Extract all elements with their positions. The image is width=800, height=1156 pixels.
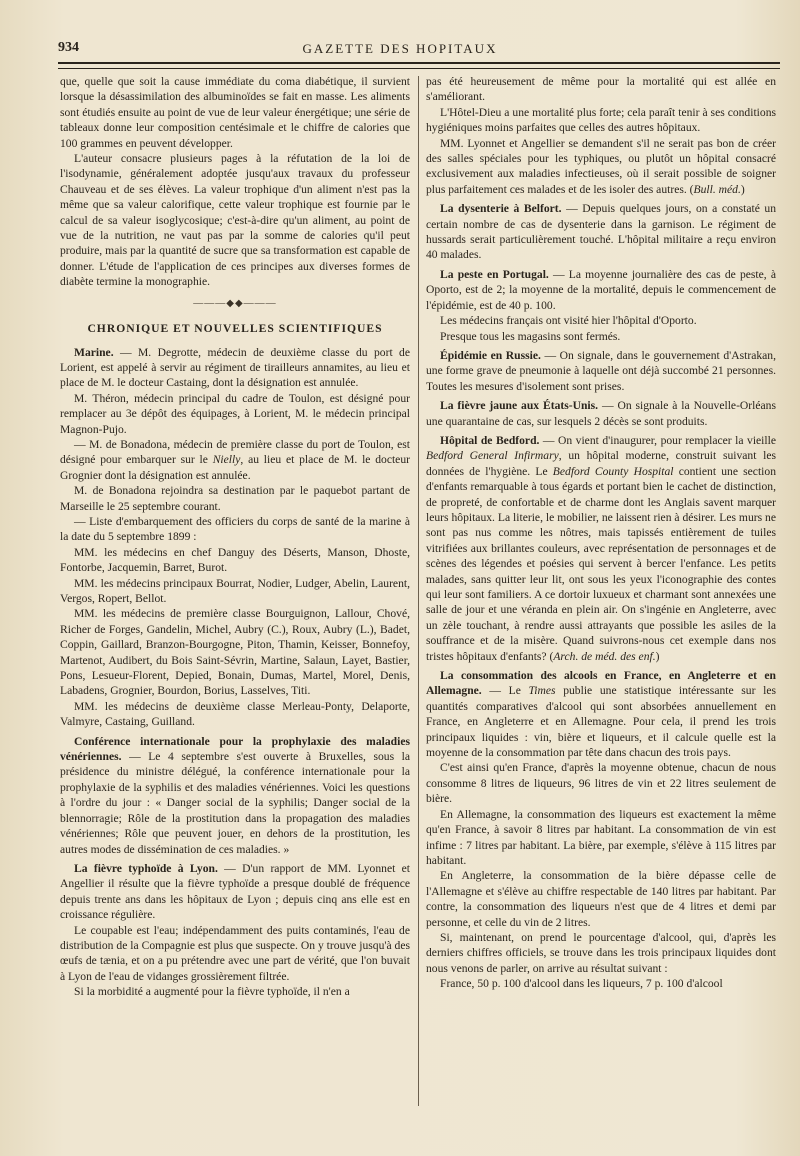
item-heading: Conférence internationale pour la prophylaxie des maladies vénériennes. [60,734,410,764]
news-item-conference [60,734,410,857]
news-item-typhoid [60,861,410,923]
paragraph: Si la morbidité a augmenté pour la fièvre typhoïde, il n'en a [74,985,350,999]
paragraph: MM. les médecins principaux Bourrat, Nodier, Ludger, Abelin, Laurent, Vergos, Ropert, Bellot. [60,576,410,605]
text: ) [655,649,660,663]
text: — Le [481,684,529,698]
item-text: — Depuis quelques jours, on a constaté un certain nombre de cas de dysenterie dans la garnison. Le régiment de hussards serait particulièrement touché. L'hôpital militaire a reçu environ 40 malades. [426,202,776,262]
news-item-bedford [426,433,776,664]
item-heading: La peste en Portugal. [440,267,549,281]
institution-name: Bedford County Hospital [552,464,674,478]
item-heading: La dysenterie à Belfort. [440,202,562,216]
item-text: — Le 4 septembre s'est ouverte à Bruxelles, sous la présidence du ministre délégué, la conférence internationale pour la prophylaxie de la syphilis et des maladies vénériennes. Voici les questions à l'ordre du jour : « Danger social de la syphilis; Danger social de la blennorragie; Rôle de la prostitution dans la propagation des maladies vénériennes; Rôle que peuvent jouer, en dehors de la prostitution, les autres modes de dissémination de ces maladies. » [60,750,410,856]
item-text: — D'un rapport de MM. Lyonnet et Angellier il résulte que la fièvre typhoïde a presque doublé de fréquence depuis trente ans dans les hôpitaux de Lyon ; depuis cinq ans elle est en croissance régulière. [60,861,410,922]
paragraph: France, 50 p. 100 d'alcool dans les liqueurs, 7 p. 100 d'alcool [440,977,723,991]
news-item-marine [60,345,410,391]
running-head: GAZETTE DES HOPITAUX [302,41,498,56]
paragraph: que, quelle que soit la cause immédiate du coma diabétique, il survient lorsque la désassimilation des albuminoïdes se fait en masse. Les aliments sont étudiés ensuite au point de vue de leur valeur énergétique; une série de tableaux donne leur composition centésimale et le chiffre de calories que 100 grammes en peuvent développer. [60,75,410,150]
ship-name: Nielly [212,453,241,467]
left-column [60,74,410,1114]
item-heading: La consommation des alcools en France, en Angleterre et en Allemagne. [426,669,776,698]
item-heading: Marine. [74,345,114,359]
paragraph: Le coupable est l'eau; indépendamment des puits contaminés, l'eau de distribution de la Compagnie est plus que suspecte. On y trouve jusqu'à des œufs de tænia, et on a pu prétendre avec une part de vérité, que l'on buvait à Lyon de l'eau de vidanges grossièrement filtrée. [60,923,410,983]
paragraph: C'est ainsi qu'en France, d'après la moyenne obtenue, chacun de nous consomme 8 litres de liqueurs, 96 litres de vin et 22 litres seulement de bière. [426,761,776,806]
item-text: — M. Degrotte, médecin de deuxième classe du port de Lorient, est appelé à servir au régiment de tirailleurs annamites, au lieu et place de M. le docteur Castaing, dont la désignation est annulée. [60,345,410,390]
paragraph: MM. les médecins de deuxième classe Merleau-Ponty, Delaporte, Valmyre, Castaing, Guilland. [60,699,410,729]
institution-name: Bedford General Infirmary [426,449,559,463]
newspaper-name: Times [528,684,556,698]
item-text: — On signale, dans le gouvernement d'Astrakan, une forme grave de pneumonie à laquelle ont déjà succombé 21 personnes. Toutes les mesures d'isolement sont prises. [426,348,776,393]
paragraph: En Allemagne, la consommation des liqueurs est exactement la même qu'en France, à savoir 8 litres par habitant. La consommation de vin est infime : 7 litres par habitant. La bière, par exemple, s'élève à 115 litres par habitant. [426,807,776,867]
paragraph: L'Hôtel-Dieu a une mortalité plus forte; cela paraît tenir à ses conditions hygiéniques moins parfaites que celles des autres hôpitaux. [426,105,776,135]
news-item-yellow-fever [426,398,776,429]
paragraph: En Angleterre, la consommation de la bière dépasse celle de l'Allemagne et s'élève au chiffre respectable de 140 litres par habitant. Par contre, la consommation des liqueurs n'est que de 4 litres et demi par personne, et celle du vin de 2 litres. [426,869,776,929]
paragraph: — Liste d'embarquement des officiers du corps de santé de la marine à la date du 5 septembre 1899 : [60,514,410,544]
paragraph [60,437,410,483]
item-heading: La fièvre typhoïde à Lyon. [74,861,218,875]
paragraph: Les médecins français ont visité hier l'hôpital d'Oporto. [440,314,697,328]
citation: Bull. méd. [693,182,741,196]
text: publie une statistique intéressante sur les quantités comparatives d'alcool qui sont absorbées annuellement en France, en Angleterre et en Allemagne. Pour cela, il prend les trois principaux liquides : vin, bière et liqueurs, et il calcule quelle est la moyenne de la consommation par tête dans chacun des trois pays. [426,684,776,760]
ornament-divider: ———◆◆——— [193,297,277,309]
text: ) [740,182,745,196]
news-item-plague [426,267,776,313]
section-title: CHRONIQUE ET NOUVELLES SCIENTIFIQUES [87,322,383,336]
header-rule-thick [58,62,780,64]
item-heading: Hôpital de Bedford. [440,433,540,447]
text: MM. Lyonnet et Angellier se demandent s'il ne serait pas bon de créer des salles spéciales pour les typhiques, ou plutôt un hôpital consacré exclusivement aux maladies infectieuses, où il serait possible de soigner plus parfaitement ces malades et de les isoler des autres. ( [426,136,776,196]
paragraph: MM. les médecins de première classe Bourguignon, Lallour, Chové, Richer de Forges, Gandelin, Michel, Aubry (C.), Roux, Aubry (L.), Badet, Coppin, Gaillard, Branzon-Bourgogne, Piton, Thamin, Keisser, Bonnefoy, Martenot, Audibert, du Bois Saint-Sévrin, Martine, Salaun, Layet, Bastier, Pons, Lesueur-Florent, Depied, Bonain, Dumas, Martel, Morel, Denis, Labadens, Grognier, Bourdon, Borius, Lasselves, Titi. [60,607,410,698]
paragraph [426,136,776,198]
column-divider [418,76,419,1106]
item-heading: La fièvre jaune aux États-Unis. [440,399,599,413]
text: — M. de Bonadona, médecin de première classe du port de Toulon, est désigné pour embarquer sur le [60,437,410,467]
header-rule-thin [58,68,780,69]
paragraph: M. de Bonadona rejoindra sa destination par le paquebot partant de Marseille le 25 septembre courant. [60,484,410,513]
paragraph: L'auteur consacre plusieurs pages à la réfutation de la loi de l'isodynamie, généralement adoptée jusqu'aux travaux du professeur Chauveau et de ses élèves. La valeur trophique d'un aliment n'est pas la même que sa valeur calorifique, cette valeur trophique est fournie par le calcul de sa valeur isoglycosique; c'est-à-dire qu'un aliment, au point de vue de la nutrition, ne vaut pas par la somme de calories qu'il peut produire, mais par la quantité de sucre que sa transformation est capable de donner. L'étude de l'application de ces principes aux diverses formes de diabète termine la monographie. [60,152,410,289]
text: , un hôpital moderne, construit suivant les données de l'hygiène. Le [426,449,776,478]
right-column [426,74,776,1114]
item-heading: Épidémie en Russie. [440,348,541,362]
news-item-dysentery [426,201,776,263]
paragraph: pas été heureusement de même pour la mortalité qui est allée en s'améliorant. [426,75,776,104]
news-item-epidemic [426,348,776,394]
paragraph: Presque tous les magasins sont fermés. [440,329,621,343]
text: , au lieu et place de M. le docteur Grognier dont la désignation est annulée. [60,453,410,482]
paragraph: MM. les médecins en chef Danguy des Déserts, Manson, Dhoste, Fontorbe, Jacquemin, Barret, Burot. [60,545,410,575]
item-text: — On signale à la Nouvelle-Orléans une quarantaine de cas, sur lesquels 2 décès se sont produits. [426,399,776,428]
news-item-alcohol [426,668,776,760]
paragraph: M. Théron, médecin principal du cadre de Toulon, est désigné pour remplacer au 3e dépôt des équipages, à Lorient, M. le médecin principal Magnon-Pujo. [60,391,410,436]
item-text: — La moyenne journalière des cas de peste, à Oporto, est de 2; la moyenne de la mortalité, depuis le commencement de l'épidémie, est de 40 p. 100. [426,267,776,312]
page-number: 934 [58,40,79,55]
text: contient une section d'enfants remarquable à tous égards et portant bien le cachet de distinction, de propreté, de confortable et de charme dont les Anglais savent marquer leurs hôpitaux. La literie, le mobilier, ne laissent rien à désirer. Les murs ne sont pas nus comme les nôtres, mais tapissés entièrement de tuiles vitrifiées aux brillantes couleurs, avec représentation de personnages et de scènes des légendes et poésies qui servent à bercer l'enfance. Les petits malades, sans quitter leur lit, ont sous les yeux l'iconographie des contes qui leur sont familiers. A ce dortoir luxueux et charmant sont annexées une salle de jour et une véranda en plein air. On s'ingénie en Angleterre, avec un zèle touchant, à rendre aussi attrayants que possible les asiles de la souffrance et de la misère. Quand suivrons-nous cet exemple dans nos tristes hôpitaux d'enfants? ( [426,464,776,663]
text: — On vient d'inaugurer, pour remplacer la vieille [539,433,776,447]
paragraph: Si, maintenant, on prend le pourcentage d'alcool, qui, d'après les derniers chiffres officiels, se trouve dans les trois principaux liquides dont nous venons de parler, on arrive au résultat suivant : [426,930,776,975]
citation: Arch. de méd. des enf. [553,649,656,663]
